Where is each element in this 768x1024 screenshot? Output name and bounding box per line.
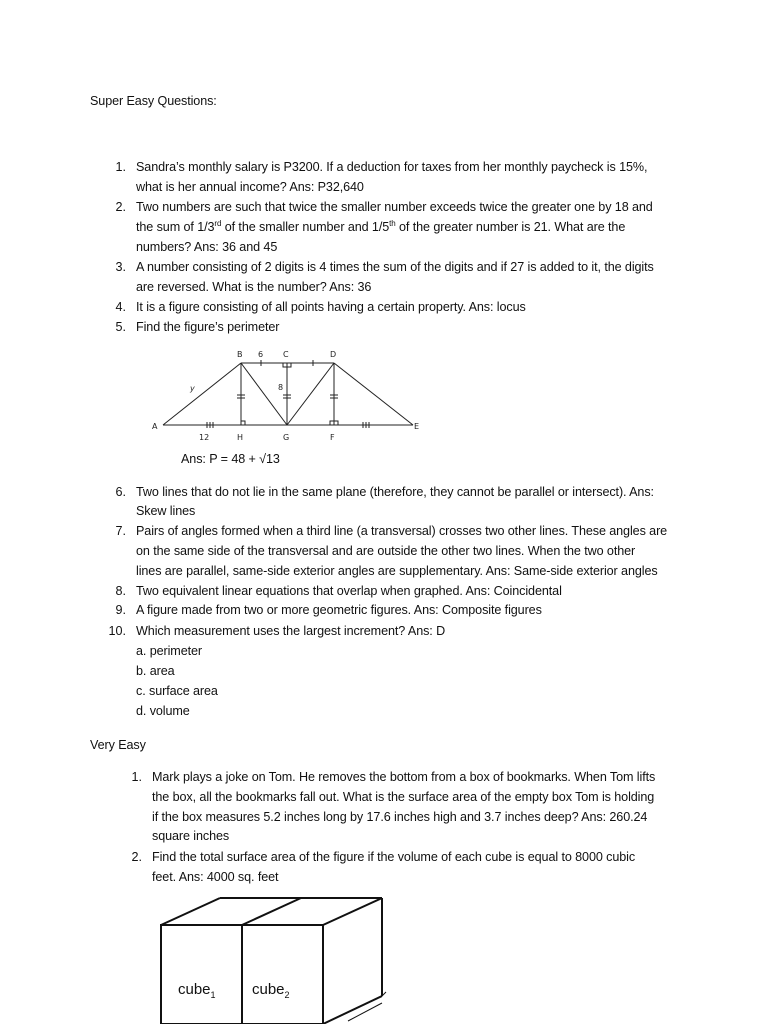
s2-q1-line-2: the box, all the bookmarks fall out. What is the surface area of the empty box Tom is holding <box>152 790 655 804</box>
label-y: y <box>190 384 195 393</box>
section-heading-super-easy: Super Easy Questions: <box>90 94 217 108</box>
label-eight: 8 <box>278 383 284 392</box>
q1-line-1: Sandra’s monthly salary is P3200. If a deduction for taxes from her monthly paycheck is 15%, <box>136 160 648 174</box>
label-g: G <box>283 433 290 442</box>
q9-number: 9. <box>115 603 126 617</box>
q10-option-c: c. surface area <box>136 684 218 698</box>
q5-line-1: Find the figure’s perimeter <box>136 320 280 334</box>
truss-diag-gd <box>287 363 334 425</box>
q9-line-1: A figure made from two or more geometric figures. Ans: Composite figures <box>136 603 542 617</box>
q7-line-3: lines are parallel, same-side exterior angles are supplementary. Ans: Same-side exterior angles <box>136 564 658 578</box>
label-h: H <box>237 433 244 442</box>
q2-sup-rd: rd <box>214 218 222 228</box>
cube-bottom-right-edge <box>323 996 382 1024</box>
truss-left-edge <box>163 363 241 425</box>
q3-line-1: A number consisting of 2 digits is 4 times the sum of the digits and if 27 is added to it, the digits <box>136 260 654 274</box>
q6-line-2: Skew lines <box>136 504 196 518</box>
q6-number: 6. <box>115 485 126 499</box>
q7-number: 7. <box>115 524 126 538</box>
q1-line-2: what is her annual income? Ans: P32,640 <box>136 180 364 194</box>
section-heading-very-easy: Very Easy <box>90 738 146 752</box>
q2-line-3: numbers? Ans: 36 and 45 <box>136 240 278 254</box>
q4-line-1: It is a figure consisting of all points having a certain property. Ans: locus <box>136 300 526 314</box>
label-c: C <box>283 350 289 359</box>
cube1-subscript: 1 <box>210 990 216 1000</box>
q2-number: 2. <box>115 200 126 214</box>
cubes-figure <box>150 888 400 1024</box>
label-six: 6 <box>258 350 264 359</box>
right-angle-f2 <box>334 421 338 425</box>
cube2-label: cube <box>252 981 285 998</box>
q6-line-1: Two lines that do not lie in the same plane (therefore, they cannot be parallel or intersect). Ans: <box>136 485 654 499</box>
q10-option-d: d. volume <box>136 704 190 718</box>
cube2-subscript: 2 <box>284 990 290 1000</box>
s2-q2-line-2: feet. Ans: 4000 sq. feet <box>152 870 279 884</box>
s2-q1-number: 1. <box>131 770 142 784</box>
q3-line-2: are reversed. What is the number? Ans: 36 <box>136 280 372 294</box>
svg-text:cube2 <box>252 981 290 1000</box>
q10-number: 10. <box>108 624 126 638</box>
cube-top-left-edge <box>161 898 220 925</box>
q10-option-a: a. perimeter <box>136 644 202 658</box>
s2-q1-line-1: Mark plays a joke on Tom. He removes the bottom from a box of bookmarks. When Tom lifts <box>152 770 656 784</box>
q7-line-1: Pairs of angles formed when a third line (a transversal) crosses two other lines. These angles are <box>136 524 668 538</box>
q2-line-2 <box>136 217 625 237</box>
s2-q2-line-1: Find the total surface area of the figure if the volume of each cube is equal to 8000 cubic <box>152 850 636 864</box>
q2-sup-th: th <box>389 218 396 228</box>
q3-number: 3. <box>115 260 126 274</box>
label-d: D <box>330 350 337 359</box>
q2-line-2-part-c: of the greater number is 21. What are the <box>395 220 626 234</box>
cube1-label: cube <box>178 981 211 998</box>
q1-number: 1. <box>115 160 126 174</box>
q2-line-2-part-a: the sum of 1/3 <box>136 220 215 234</box>
q7-line-2: on the same side of the transversal and are outside the other two lines. When the two other <box>136 544 636 558</box>
truss-diag-bg <box>241 363 287 425</box>
truss-right-edge <box>334 363 413 425</box>
right-angle-f1 <box>330 421 334 425</box>
q8-number: 8. <box>115 584 126 598</box>
svg-text:cube1 <box>178 981 216 1000</box>
q8-line-1: Two equivalent linear equations that overlap when graphed. Ans: Coincidental <box>136 584 562 598</box>
q2-line-1: Two numbers are such that twice the smaller number exceeds twice the greater one by 18 and <box>136 200 653 214</box>
truss-figure <box>148 345 428 445</box>
q4-number: 4. <box>115 300 126 314</box>
right-angle-h <box>241 421 245 425</box>
label-f: F <box>330 433 335 442</box>
right-angle-c <box>283 363 287 367</box>
right-angle-c2 <box>287 363 291 367</box>
label-a: A <box>152 422 158 431</box>
q10-line-1: Which measurement uses the largest increment? Ans: D <box>136 624 446 638</box>
q5-answer: Ans: P = 48 + √13 <box>181 452 280 466</box>
label-e: E <box>414 422 420 431</box>
cube-top-right-edge <box>323 898 382 925</box>
q5-number: 5. <box>115 320 126 334</box>
q2-line-2-part-b: of the smaller number and 1/5 <box>221 220 390 234</box>
q10-option-b: b. area <box>136 664 175 678</box>
label-twelve: 12 <box>199 433 210 442</box>
cube-top-mid-edge <box>242 898 301 925</box>
s2-q2-number: 2. <box>131 850 142 864</box>
s2-q1-line-4: square inches <box>152 829 230 843</box>
label-b: B <box>237 350 243 359</box>
s2-q1-line-3: if the box measures 5.2 inches long by 17.6 inches high and 3.7 inches deep? Ans: 260.24 <box>152 810 648 824</box>
